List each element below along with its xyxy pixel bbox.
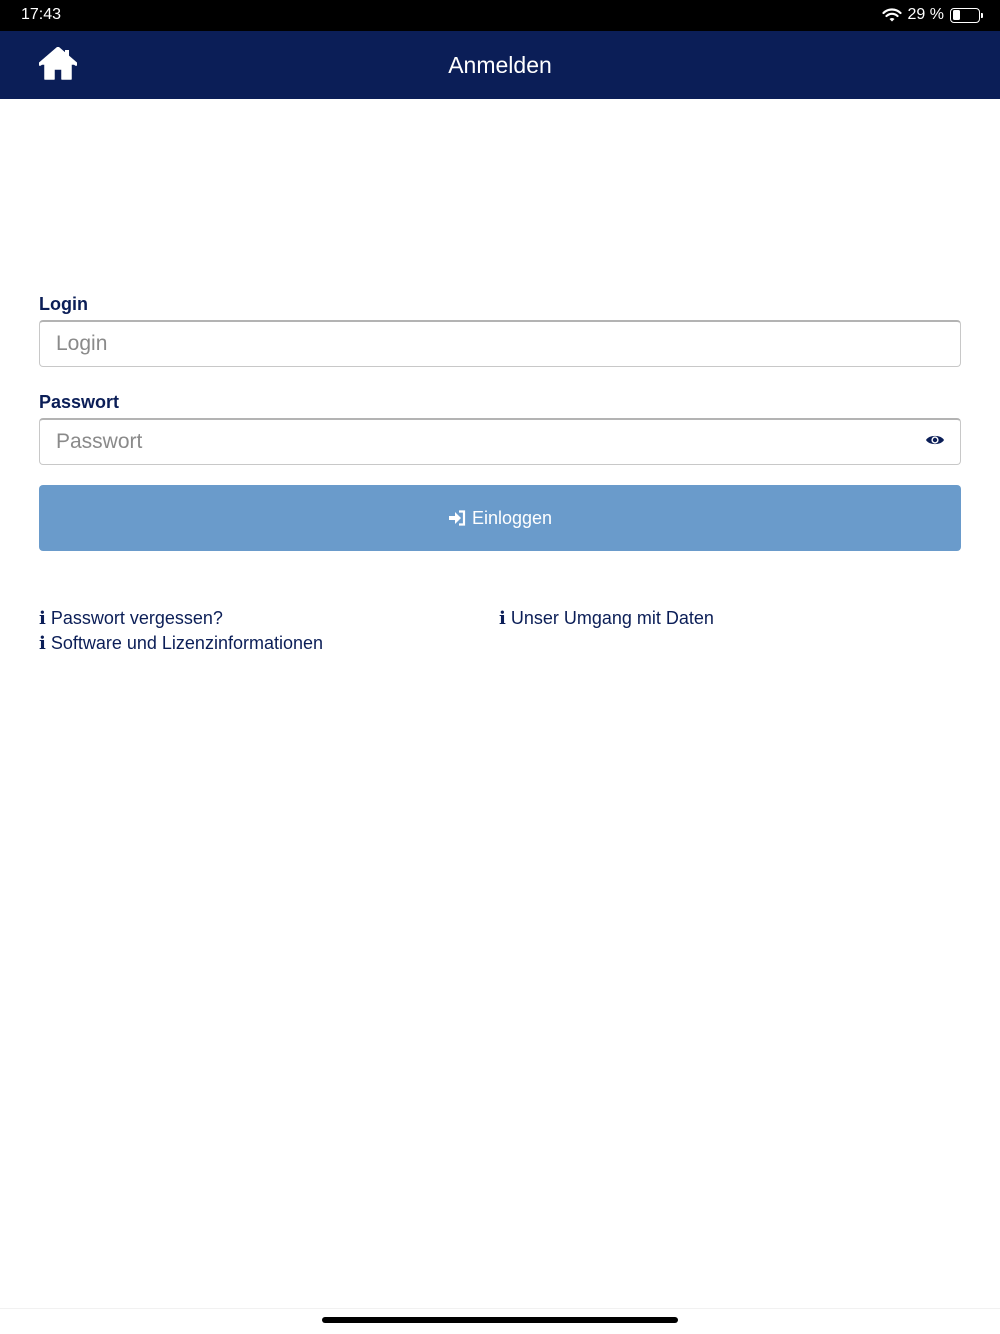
bottom-divider [0,1308,1000,1309]
login-form [39,294,961,551]
password-field-wrapper [39,418,961,465]
forgot-password-link[interactable] [39,608,223,629]
wifi-icon [882,8,902,23]
submit-label: Einloggen [471,507,553,528]
battery-icon [950,8,980,23]
forgot-password-label: Passwort vergessen? [50,608,223,628]
login-input[interactable] [39,320,961,367]
eye-icon[interactable] [925,432,945,448]
password-label: Passwort [39,392,120,412]
nav-bar [0,31,1000,99]
home-indicator[interactable] [322,1317,678,1323]
software-info-label: Software und Lizenzinformationen [50,633,324,653]
info-icon: i [39,633,46,654]
login-label: Login [39,294,88,314]
data-policy-label: Unser Umgang mit Daten [510,608,714,628]
info-icon: i [39,608,46,629]
status-indicators [882,6,980,24]
status-bar [0,0,1000,31]
battery-level [953,10,960,20]
login-field-wrapper [39,320,961,367]
data-policy-link[interactable] [499,608,714,629]
password-input[interactable] [39,418,961,465]
battery-percent: 29 % [907,6,944,23]
software-info-link[interactable] [39,633,323,654]
info-icon: i [499,608,506,629]
login-submit-button[interactable] [39,485,961,551]
status-time: 17:43 [21,6,62,23]
page-title: Anmelden [448,52,552,78]
sign-in-icon [448,510,466,526]
